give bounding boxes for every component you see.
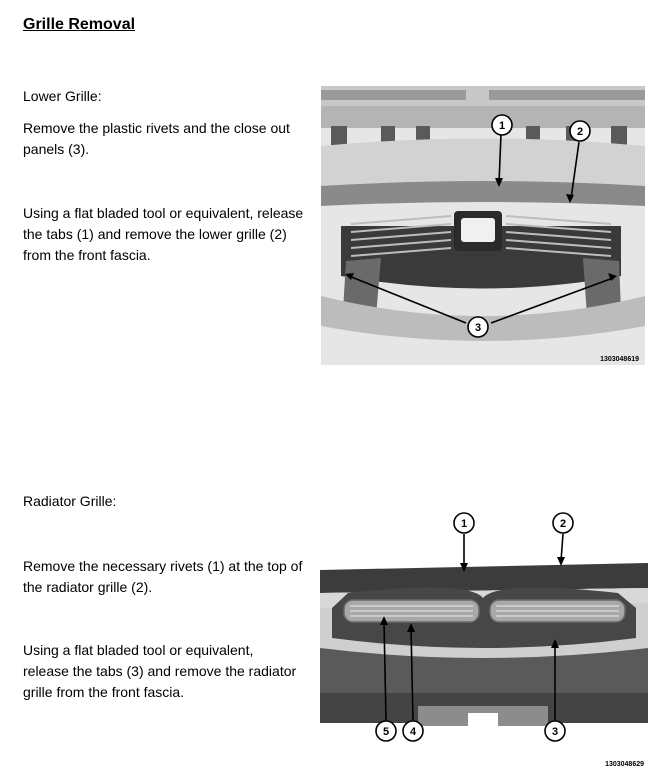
page-title: Grille Removal [23, 16, 136, 33]
radiator-grille-heading: Radiator Grille: [23, 493, 117, 509]
lower-grille-step-1: Remove the plastic rivets and the close out panels (3). [23, 120, 290, 157]
svg-text:5: 5 [382, 726, 390, 738]
svg-text:2: 2 [576, 126, 584, 138]
lower-grille-heading: Lower Grille: [23, 88, 102, 104]
lower-grille-figure [321, 86, 645, 365]
lower-figure-code: 1303048619 [600, 356, 639, 363]
radiator-grille-step-2: Using a flat bladed tool or equivalent, release the tabs (3) and remove the radiator grille from the front fascia. [23, 642, 297, 700]
svg-text:4: 4 [409, 726, 417, 738]
radiator-callout-3 [545, 721, 565, 741]
svg-text:3: 3 [474, 322, 482, 334]
radiator-callout-4 [403, 721, 423, 741]
lower-callout-3 [468, 317, 488, 337]
lower-callout-1 [492, 115, 512, 135]
radiator-figure-code: 1303048629 [605, 761, 644, 768]
lower-grille-step-2: Using a flat bladed tool or equivalent, release the tabs (1) and remove the lower grille (2) from the front fascia. [23, 205, 304, 263]
svg-text:1: 1 [460, 518, 468, 530]
svg-text:2: 2 [559, 518, 567, 530]
svg-text:3: 3 [551, 726, 559, 738]
radiator-callout-5 [376, 721, 396, 741]
svg-text:1: 1 [498, 120, 506, 132]
radiator-grille-step-1: Remove the necessary rivets (1) at the top of the radiator grille (2). [23, 558, 303, 595]
radiator-callout-1 [454, 513, 474, 533]
lower-callout-2 [570, 121, 590, 141]
radiator-grille-figure [318, 508, 650, 776]
radiator-callout-2 [553, 513, 573, 533]
